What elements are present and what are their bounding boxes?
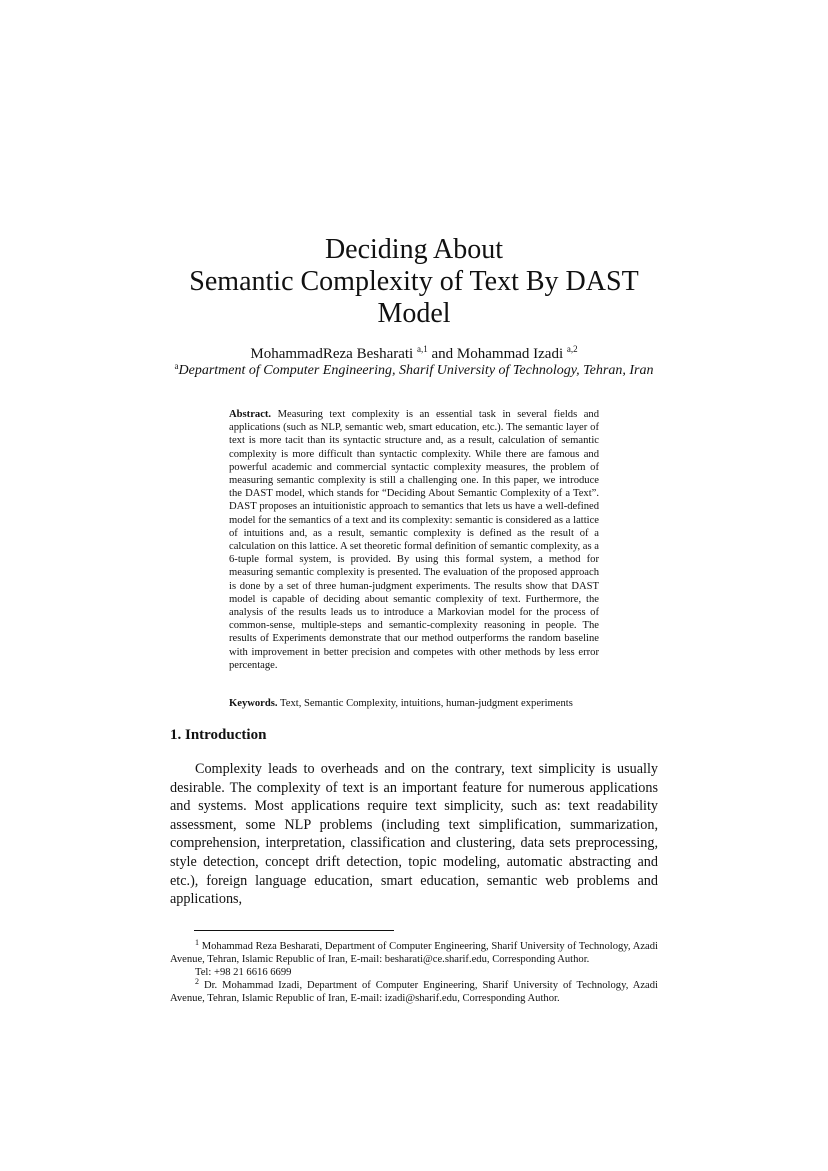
affiliation-marker: a xyxy=(174,361,179,371)
introduction-paragraph: Complexity leads to overheads and on the contrary, text simplicity is usually desirable. The complexity of text is an important feature for numerous applications and systems. Most applications require text simplicity, such as: text readability assessment, some NLP problems (including text simplification, summarization, comprehension, interpretation, classification and clustering, data sets preprocessing, style detection, concept drift detection, topic modeling, automatic abstracting and etc.), foreign language education, smart education, semantic web problems and applications, xyxy=(170,761,658,908)
footnote-1-marker: 1 xyxy=(195,938,199,947)
footnote-2-marker: 2 xyxy=(195,977,199,986)
author-2-affiliation-marker: a,2 xyxy=(566,344,578,354)
author-1-name: MohammadReza Besharati xyxy=(250,346,414,362)
keywords xyxy=(229,697,609,710)
footnote-1-text: Mohammad Reza Besharati, Department of Computer Engineering, Sharif University of Technology, Azadi Avenue, Tehran, Islamic Republic of Iran, E-mail: besharati@ce.sharif.edu, Corresponding Author. xyxy=(170,941,658,965)
title-line-3: Model xyxy=(377,298,451,329)
footnote-1 xyxy=(170,940,658,966)
keywords-text: Text, Semantic Complexity, intuitions, human-judgment experiments xyxy=(280,698,573,709)
author-list xyxy=(100,345,728,363)
keywords-label: Keywords. xyxy=(229,698,278,709)
footnote-1-telephone: Tel: +98 21 6616 6699 xyxy=(195,967,292,978)
author-2-name: Mohammad Izadi xyxy=(456,346,564,362)
footnote-2 xyxy=(170,979,658,1005)
affiliation xyxy=(100,362,728,380)
affiliation-text: Department of Computer Engineering, Sharif University of Technology, Tehran, Iran xyxy=(178,363,654,378)
footnote-divider xyxy=(194,930,394,931)
title-line-2: Semantic Complexity of Text By DAST xyxy=(189,266,639,297)
footnotes xyxy=(170,940,658,1005)
title-line-1: Deciding About xyxy=(324,234,504,265)
abstract-text: Measuring text complexity is an essential task in several fields and applications (such as NLP, semantic web, smart education, etc.). The semantic layer of text is more tacit than its syntactic structure and, as a result, calculation of semantic complexity is more difficult than syntactic complexity. While there are famous and powerful academic and commercial syntactic complexity measures, the problem of measuring semantic complexity is still a challenging one. In this paper, we introduce the DAST model, which stands for “Deciding About Semantic Complexity of a Text”. DAST proposes an intuitionistic approach to semantics that lets us have a well-defined model for the semantics of a text and its complexity: semantic is considered as a lattice of intuitions and, as a result, semantic complexity is defined as the result of a calculation on this lattice. A set theoretic formal definition of semantic complexity, as a 6-tuple formal system, is provided. By using this formal system, a method for measuring semantic complexity is presented. The evaluation of the proposed approach is done by a set of three human-judgment experiments. The results show that DAST model is capable of deciding about semantic complexity of text. Furthermore, the analysis of the results leads us to introduce a Markovian model for the process of common-sense, multiple-steps and semantic-complexity reasoning in people. The results of Experiments demonstrate that our method outperforms the random baseline with improvement in better precision and competes with other methods by less error percentage. xyxy=(229,409,600,671)
author-conjunction: and xyxy=(431,346,454,362)
section-heading-introduction: 1. Introduction xyxy=(170,727,267,743)
paper-title xyxy=(100,234,728,330)
abstract xyxy=(229,408,599,672)
footnote-2-text: Dr. Mohammad Izadi, Department of Computer Engineering, Sharif University of Technology, Azadi Avenue, Tehran, Islamic Republic of Iran, E-mail: izadi@sharif.edu, Corresponding Author. xyxy=(170,980,658,1004)
author-1-affiliation-marker: a,1 xyxy=(416,344,428,354)
abstract-label: Abstract. xyxy=(229,409,272,420)
